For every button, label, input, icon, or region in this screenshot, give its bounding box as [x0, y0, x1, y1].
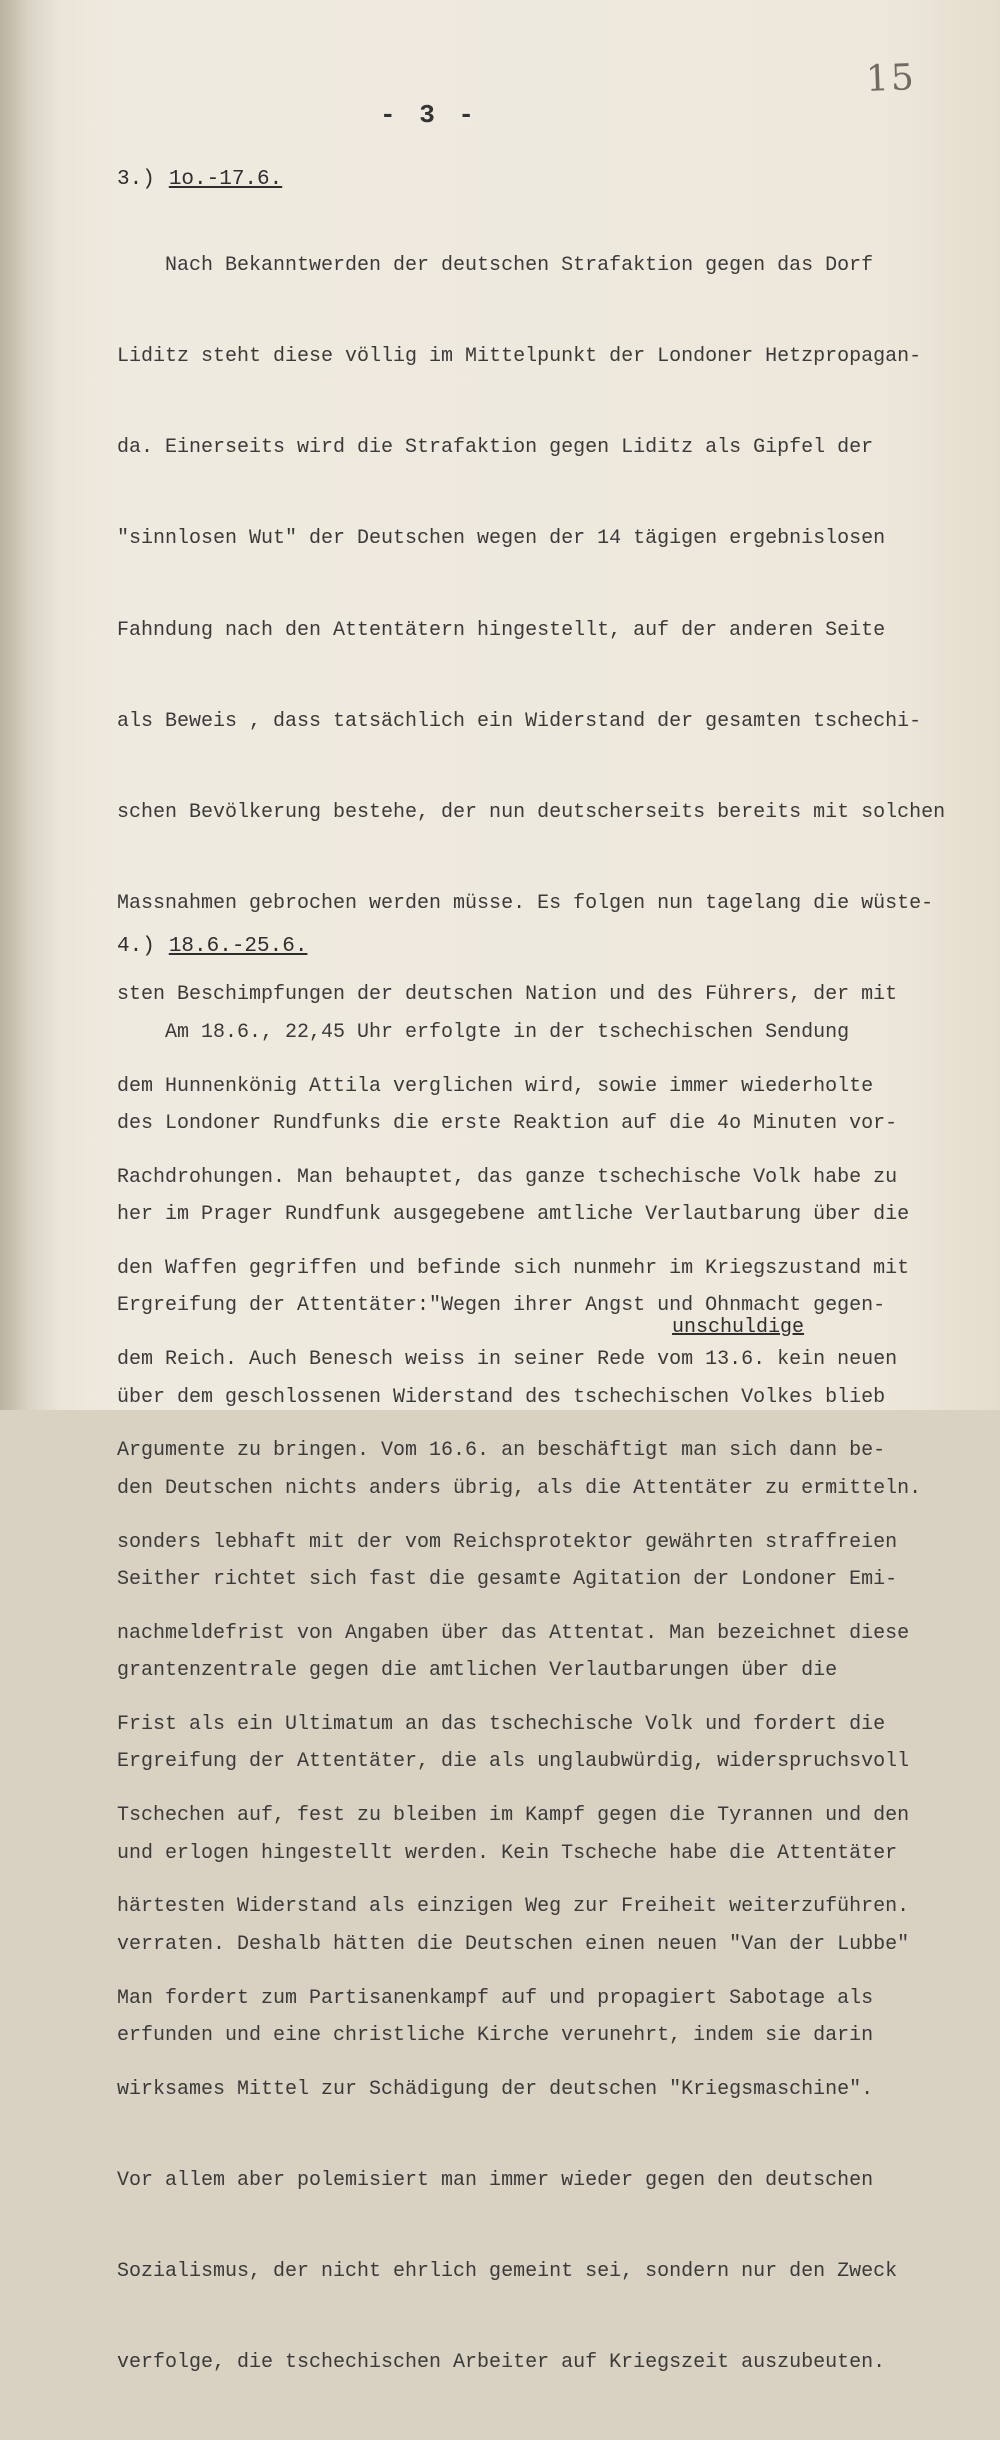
page-marker: - 3 -	[380, 100, 479, 130]
text-line: dem Hunnenkönig Attila verglichen wird, sowie immer wiederholte	[117, 1074, 874, 1098]
text-line: verraten. Deshalb hätten die Deutschen einen neuen "Van der Lubbe"	[117, 1932, 910, 1956]
text-line: als Beweis , dass tatsächlich ein Widerstand der gesamten tschechi-	[117, 709, 922, 733]
text-line: Liditz steht diese völlig im Mittelpunkt der Londoner Hetzpropagan-	[117, 345, 922, 369]
text-line: dem Reich. Auch Benesch weiss in seiner Rede vom 13.6. kein neuen	[117, 1348, 898, 1372]
text-line: Seither richtet sich fast die gesamte Agitation der Londoner Emi-	[117, 1568, 898, 1592]
text-line: Rachdrohungen. Man behauptet, das ganze tschechische Volk habe zu	[117, 1165, 898, 1189]
text-line: Am 18.6., 22,45 Uhr erfolgte in der tschechischen Sendung	[117, 1020, 850, 1044]
text-line: Argumente zu bringen. Vom 16.6. an beschäftigt man sich dann be-	[117, 1439, 886, 1463]
text-line: Nach Bekanntwerden der deutschen Strafaktion gegen das Dorf	[117, 253, 874, 277]
catchword: unschuldige	[672, 1316, 805, 1339]
section-number: 4.)	[117, 935, 155, 958]
section-body	[117, 957, 977, 2112]
text-line: Vor allem aber polemisiert man immer wieder gegen den deutschen	[117, 2169, 874, 2193]
text-line: her im Prager Rundfunk ausgegebene amtliche Verlautbarung über die	[117, 1203, 910, 1227]
text-line: verfolge, die tschechischen Arbeiter auf Kriegszeit auszubeuten.	[117, 2351, 886, 2375]
text-line: Fahndung nach den Attentätern hingestellt, auf der anderen Seite	[117, 618, 886, 642]
text-line: den Deutschen nichts anders übrig, als die Attentäter zu ermitteln.	[117, 1476, 922, 1500]
handwritten-page-number: 15	[865, 57, 917, 100]
text-line: wirksames Mittel zur Schädigung der deutschen "Kriegsmaschine".	[117, 2077, 874, 2101]
section-date-range: 18.6.-25.6.	[168, 935, 308, 958]
paper-fold-shadow	[0, 0, 60, 1410]
section-heading	[117, 168, 282, 191]
text-line: erfunden und eine christliche Kirche verunehrt, indem sie darin	[117, 2024, 874, 2048]
text-line: da. Einerseits wird die Strafaktion gegen Liditz als Gipfel der	[117, 436, 874, 460]
text-line: Tschechen auf, fest zu bleiben im Kampf gegen die Tyrannen und den	[117, 1804, 910, 1828]
text-line: des Londoner Rundfunks die erste Reaktion auf die 4o Minuten vor-	[117, 1112, 898, 1136]
section-heading	[117, 935, 307, 958]
text-line: und erlogen hingestellt werden. Kein Tscheche habe die Attentäter	[117, 1841, 898, 1865]
text-line: Ergreifung der Attentäter:"Wegen ihrer Angst und Ohnmacht gegen-	[117, 1294, 886, 1318]
text-line: Frist als ein Ultimatum an das tschechische Volk und fordert die	[117, 1713, 886, 1737]
text-line: sonders lebhaft mit der vom Reichsprotektor gewährten straffreien	[117, 1530, 898, 1554]
text-line: den Waffen gegriffen und befinde sich nunmehr im Kriegszustand mit	[117, 1257, 910, 1281]
text-line: Man fordert zum Partisanenkampf auf und propagiert Sabotage als	[117, 1986, 874, 2010]
section-date-range: 1o.-17.6.	[168, 168, 283, 191]
text-line: Ergreifung der Attentäter, die als unglaubwürdig, widerspruchsvoll	[117, 1750, 910, 1774]
text-line: "sinnlosen Wut" der Deutschen wegen der 14 tägigen ergebnislosen	[117, 527, 886, 551]
text-line: Massnahmen gebrochen werden müsse. Es folgen nun tagelang die wüste-	[117, 892, 934, 916]
text-line: schen Bevölkerung bestehe, der nun deutscherseits bereits mit solchen	[117, 801, 946, 825]
text-line: sten Beschimpfungen der deutschen Nation und des Führers, der mit	[117, 983, 898, 1007]
text-line: nachmeldefrist von Angaben über das Attentat. Man bezeichnet diese	[117, 1621, 910, 1645]
text-line: Sozialismus, der nicht ehrlich gemeint sei, sondern nur den Zweck	[117, 2260, 898, 2284]
text-line: grantenzentrale gegen die amtlichen Verlautbarungen über die	[117, 1659, 838, 1683]
text-line: härtesten Widerstand als einzigen Weg zur Freiheit weiterzuführen.	[117, 1895, 910, 1919]
section-number: 3.)	[117, 168, 155, 191]
text-line: über dem geschlossenen Widerstand des tschechischen Volkes blieb	[117, 1385, 886, 1409]
